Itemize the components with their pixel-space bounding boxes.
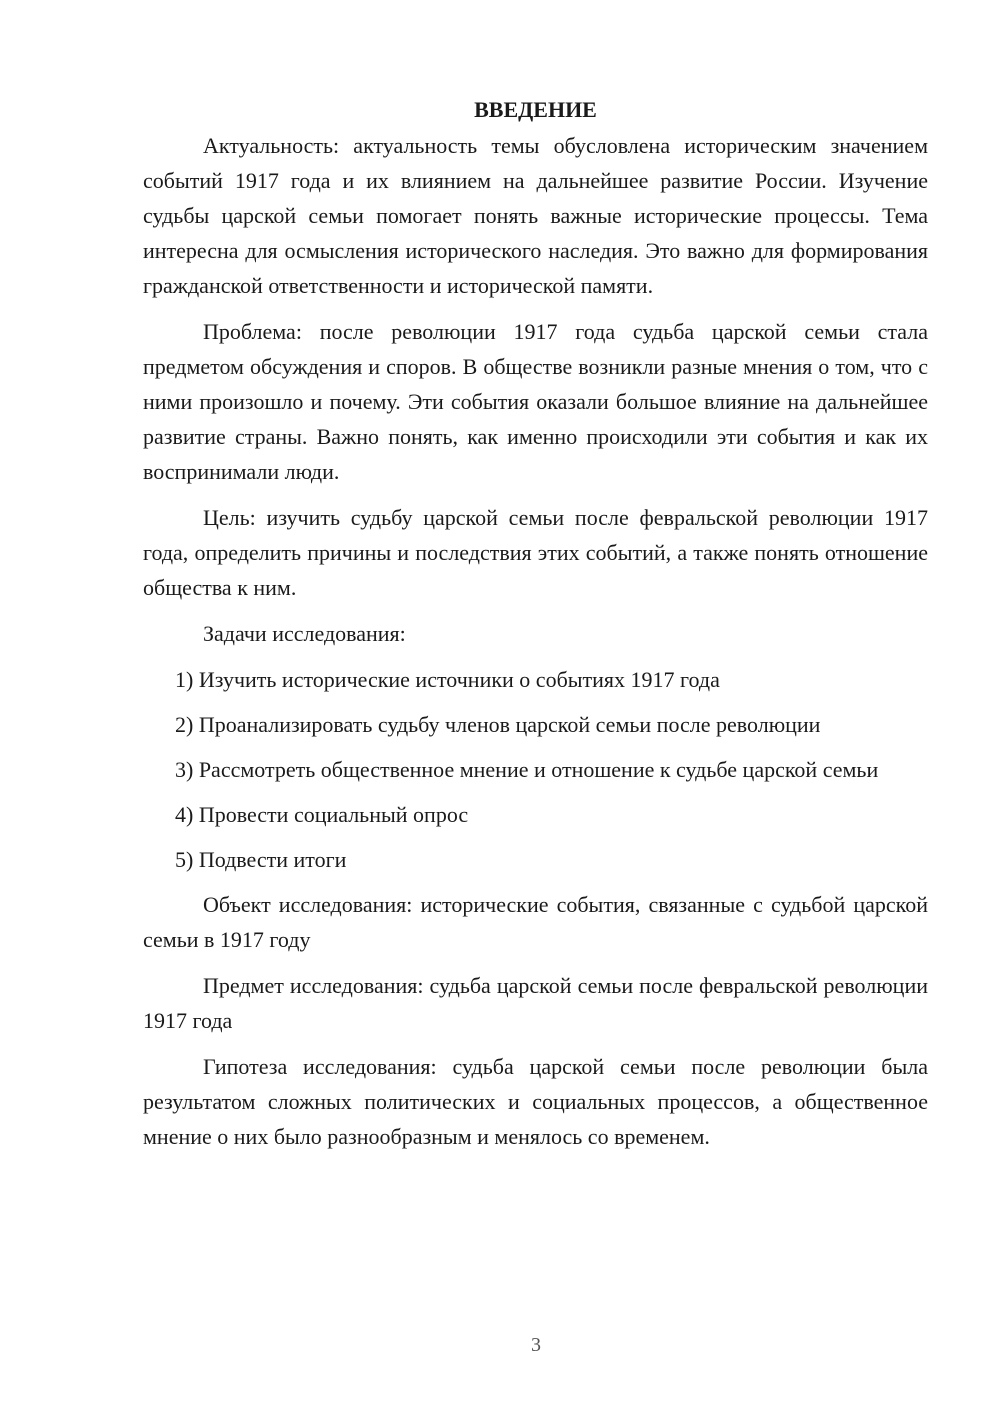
problem-paragraph: Проблема: после революции 1917 года судьба царской семьи стала предметом обсуждения и споров. В обществе возникли разные мнения о том, что с ними произошло и почему. Эти события оказали большое влияние на дальнейшее развитие страны. Важно понять, как именно происходили эти события и как их воспринимали люди. bbox=[143, 319, 928, 484]
task-item-3: 3) Рассмотреть общественное мнение и отношение к судьбе царской семьи bbox=[175, 757, 879, 782]
task-item-1: 1) Изучить исторические источники о событиях 1917 года bbox=[175, 667, 720, 692]
task-item-2: 2) Проанализировать судьбу членов царской семьи после революции bbox=[175, 712, 821, 737]
section-title: ВВЕДЕНИЕ bbox=[474, 97, 597, 122]
task-item-4: 4) Провести социальный опрос bbox=[175, 802, 469, 827]
object-paragraph: Объект исследования: исторические события, связанные с судьбой царской семьи в 1917 году bbox=[143, 892, 928, 952]
hypothesis-paragraph: Гипотеза исследования: судьба царской семьи после революции была результатом сложных политических и социальных процессов, а общественное мнение о них было разнообразным и менялось со временем. bbox=[143, 1054, 928, 1149]
subject-paragraph: Предмет исследования: судьба царской семьи после февральской революции 1917 года bbox=[143, 973, 928, 1033]
goal-paragraph: Цель: изучить судьбу царской семьи после февральской революции 1917 года, определить причины и последствия этих событий, а также понять отношение общества к ним. bbox=[143, 505, 928, 600]
page-number: 3 bbox=[531, 1334, 541, 1356]
relevance-paragraph: Актуальность: актуальность темы обусловлена историческим значением событий 1917 года и их влиянием на дальнейшее развитие России. Изучение судьбы царской семьи помогает понять важные исторические процессы. Тема интересна для осмысления исторического наследия. Это важно для формирования гражданской ответственности и исторической памяти. bbox=[143, 133, 928, 298]
task-item-5: 5) Подвести итоги bbox=[175, 847, 347, 872]
tasks-list bbox=[143, 662, 928, 877]
tasks-heading: Задачи исследования: bbox=[203, 621, 406, 646]
document-page bbox=[143, 92, 928, 1154]
